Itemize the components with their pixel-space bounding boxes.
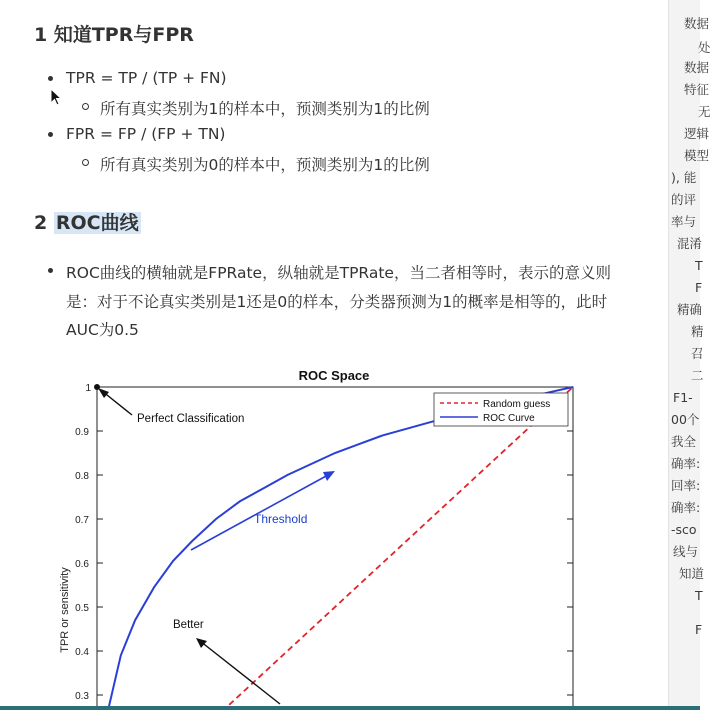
y-tick-label: 0.9 bbox=[75, 427, 89, 438]
sidebar-text-line: 处 bbox=[698, 40, 711, 55]
mouse-cursor-icon bbox=[50, 88, 64, 108]
y-tick-label: 0.5 bbox=[75, 603, 89, 614]
y-tick-label: 0.6 bbox=[75, 559, 89, 570]
y-tick-label-top: 1 bbox=[85, 383, 91, 394]
bullet-dot bbox=[48, 76, 53, 81]
sidebar-text-line: 知道 bbox=[679, 566, 705, 581]
threshold-label: Threshold bbox=[254, 512, 308, 526]
sidebar-text-line: F bbox=[695, 280, 703, 295]
sidebar-text-line: 召 bbox=[691, 346, 704, 361]
sidebar-text-line: 精 bbox=[691, 324, 704, 339]
sidebar-text-line: 00个 bbox=[671, 412, 700, 427]
random-guess-line bbox=[97, 387, 573, 710]
annotation-threshold bbox=[191, 471, 335, 550]
perfect-arrow-head bbox=[98, 388, 109, 398]
roc-space-chart bbox=[50, 360, 610, 710]
fpr-description: 所有真实类别为0的样本中，预测类别为1的比例 bbox=[100, 156, 430, 174]
bullet-dot bbox=[48, 268, 53, 273]
sidebar-text-line: 二 bbox=[691, 368, 704, 383]
sidebar-text-line: 混淆 bbox=[677, 236, 703, 251]
roc-desc-line-2: 是：对于不论真实类别是1还是0的样本，分类器预测为1的概率是相等的，此时 bbox=[66, 293, 608, 311]
sidebar-text-line: T bbox=[695, 588, 703, 603]
sidebar-text-line: 特征 bbox=[684, 82, 710, 97]
sidebar-text-line: 模型 bbox=[684, 148, 710, 163]
y-tick-label: 0.8 bbox=[75, 471, 89, 482]
y-tick-label: 0.3 bbox=[75, 691, 89, 702]
section-1-title: 1 知道TPR与FPR bbox=[34, 24, 194, 46]
sidebar-text-line: T bbox=[695, 258, 703, 273]
roc-curve-line bbox=[97, 387, 573, 710]
legend bbox=[434, 393, 568, 426]
fpr-formula: FPR = FP / (FP + TN) bbox=[66, 125, 226, 143]
sidebar-text-line: 数据 bbox=[684, 60, 710, 75]
sidebar-text-line: 确率: bbox=[671, 456, 701, 471]
y-axis-label: TPR or sensitivity bbox=[59, 567, 71, 653]
sidebar-text-line: 无 bbox=[698, 104, 711, 119]
sidebar-text-line: 回率: bbox=[671, 478, 701, 493]
roc-desc-line-3: AUC为0.5 bbox=[66, 321, 139, 339]
chart-title: ROC Space bbox=[298, 368, 370, 383]
roc-desc-line-1: ROC曲线的横轴就是FPRate，纵轴就是TPRate，当二者相等时，表示的意义则 bbox=[66, 264, 611, 282]
sidebar-text-line: F1- bbox=[673, 390, 693, 405]
tpr-description: 所有真实类别为1的样本中，预测类别为1的比例 bbox=[100, 100, 430, 118]
sidebar-text-line: F bbox=[695, 622, 703, 637]
sidebar-text-line: 我全 bbox=[671, 434, 697, 449]
sidebar-text-line: 的评 bbox=[671, 192, 697, 207]
y-tick-label: 0.7 bbox=[75, 515, 89, 526]
sidebar-text-line: 数据 bbox=[684, 16, 710, 31]
y-ticks bbox=[75, 383, 573, 702]
sidebar-text-line: 率与 bbox=[671, 214, 697, 229]
window-bottom-bar bbox=[0, 706, 700, 710]
section-2-number: 2 bbox=[34, 212, 48, 234]
sidebar-text-line: -sco bbox=[671, 522, 697, 537]
bullet-dot bbox=[48, 132, 53, 137]
annotation-better bbox=[173, 619, 280, 704]
sub-bullet-ring bbox=[82, 103, 89, 110]
better-arrow-head-up bbox=[196, 638, 207, 648]
adjacent-document-sidebar bbox=[668, 0, 711, 710]
section-2-highlight: ROC曲线 bbox=[55, 212, 139, 234]
legend-roc-label: ROC Curve bbox=[483, 413, 535, 424]
perfect-label: Perfect Classification bbox=[137, 413, 245, 425]
legend-random-label: Random guess bbox=[483, 399, 551, 410]
tpr-formula: TPR = TP / (TP + FN) bbox=[66, 69, 227, 87]
section-2-title bbox=[34, 208, 141, 235]
y-tick-label: 0.4 bbox=[75, 647, 89, 658]
sidebar-text-line: 精确 bbox=[677, 302, 703, 317]
better-label: Better bbox=[173, 619, 204, 631]
sidebar-text-line: ), 能 bbox=[671, 170, 697, 185]
plot-frame bbox=[97, 387, 573, 710]
threshold-arrow-head bbox=[323, 471, 335, 481]
sub-bullet-ring bbox=[82, 159, 89, 166]
sidebar-text-line: 逻辑 bbox=[684, 126, 710, 141]
annotation-perfect bbox=[94, 384, 244, 425]
sidebar-text-line: 线与 bbox=[673, 544, 699, 559]
sidebar-text-line: 确率: bbox=[671, 500, 701, 515]
